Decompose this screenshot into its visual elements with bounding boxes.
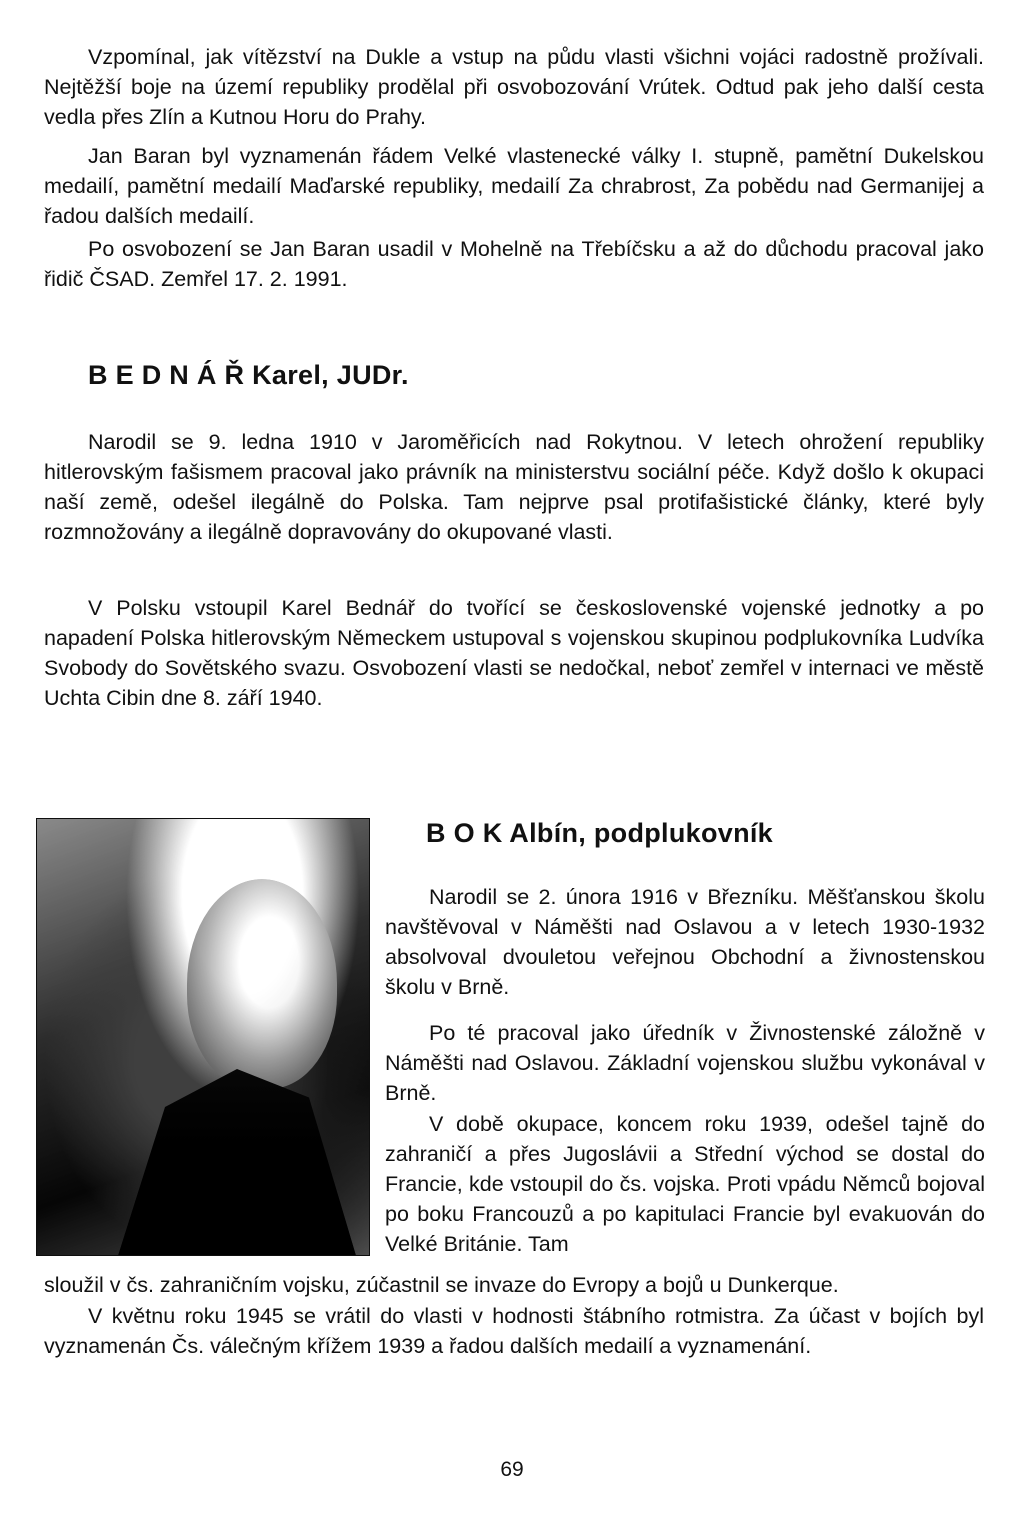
page-number: 69 xyxy=(500,1458,524,1481)
portrait-photo xyxy=(36,818,370,1256)
bok-paragraph-2: Po té pracoval jako úředník v Živnostenské záložně v Náměšti nad Oslavou. Základní vojenskou službu vykonával v Brně. xyxy=(385,1021,985,1105)
bednar-paragraph-2: V Polsku vstoupil Karel Bednář do tvořící se československé vojenské jednotky a po napadení Polska hitlerovským Německem ustupoval s vojenskou skupinou podplukovníka Ludvíka Svobody do Sovětského svazu. Osvobození vlasti se nedočkal, neboť zemřel v internaci ve městě Uchta Cibin dne 8. září 1940. xyxy=(44,596,984,710)
bok-paragraph-3-continued: sloužil v čs. zahraničním vojsku, zúčastnil se invaze do Evropy a bojů u Dunkerque. xyxy=(44,1273,839,1297)
intro-paragraph-1: Vzpomínal, jak vítězství na Dukle a vstup na půdu vlasti všichni vojáci radostně prožívali. Nejtěžší boje na území republiky prodělal při osvobozování Vrútek. Odtud pak jeho další cesta vedla přes Zlín a Kutnou Horu do Prahy. xyxy=(44,45,984,129)
intro-paragraph-3: Po osvobození se Jan Baran usadil v Mohelně na Třebíčsku a až do důchodu pracoval jako řidič ČSAD. Zemřel 17. 2. 1991. xyxy=(44,237,984,291)
portrait-face xyxy=(187,879,337,1089)
bok-paragraph-4: V květnu roku 1945 se vrátil do vlasti v hodnosti štábního rotmistra. Za účast v bojích byl vyznamenán Čs. válečným křížem 1939 a řadou dalších medailí a vyznamenání. xyxy=(44,1304,984,1358)
bednar-heading: B E D N Á Ř Karel, JUDr. xyxy=(88,360,409,390)
portrait-uniform xyxy=(117,1069,357,1256)
bok-heading: B O K Albín, podplukovník xyxy=(426,818,773,848)
bednar-paragraph-1: Narodil se 9. ledna 1910 v Jaroměřicích nad Rokytnou. V letech ohrožení republiky hitlerovským fašismem pracoval jako právník na ministerstvu sociální péče. Když došlo k okupaci naší země, odešel ilegálně do Polska. Tam nejprve psal protifašistické články, které byly rozmnožovány a ilegálně dopravovány do okupované vlasti. xyxy=(44,430,984,544)
intro-paragraph-2: Jan Baran byl vyznamenán řádem Velké vlastenecké války I. stupně, pamětní Dukelskou medailí, pamětní medailí Maďarské republiky, medailí Za chrabrost, Za pobědu nad Germanijej a řadou dalších medailí. xyxy=(44,144,984,228)
bok-paragraph-1: Narodil se 2. února 1916 v Březníku. Měšťanskou školu navštěvoval v Náměšti nad Oslavou a v letech 1930-1932 absolvoval dvouletou veřejnou Obchodní a živnostenskou školu v Brně. xyxy=(385,885,985,999)
bok-paragraph-3-column: V době okupace, koncem roku 1939, odešel tajně do zahraničí a přes Jugoslávii a Střední východ se dostal do Francie, kde vstoupil do čs. vojska. Proti vpádu Němců bojoval po boku Francouzů a po kapitulaci Francie byl evakuován do Velké Británie. Tam xyxy=(385,1112,985,1256)
